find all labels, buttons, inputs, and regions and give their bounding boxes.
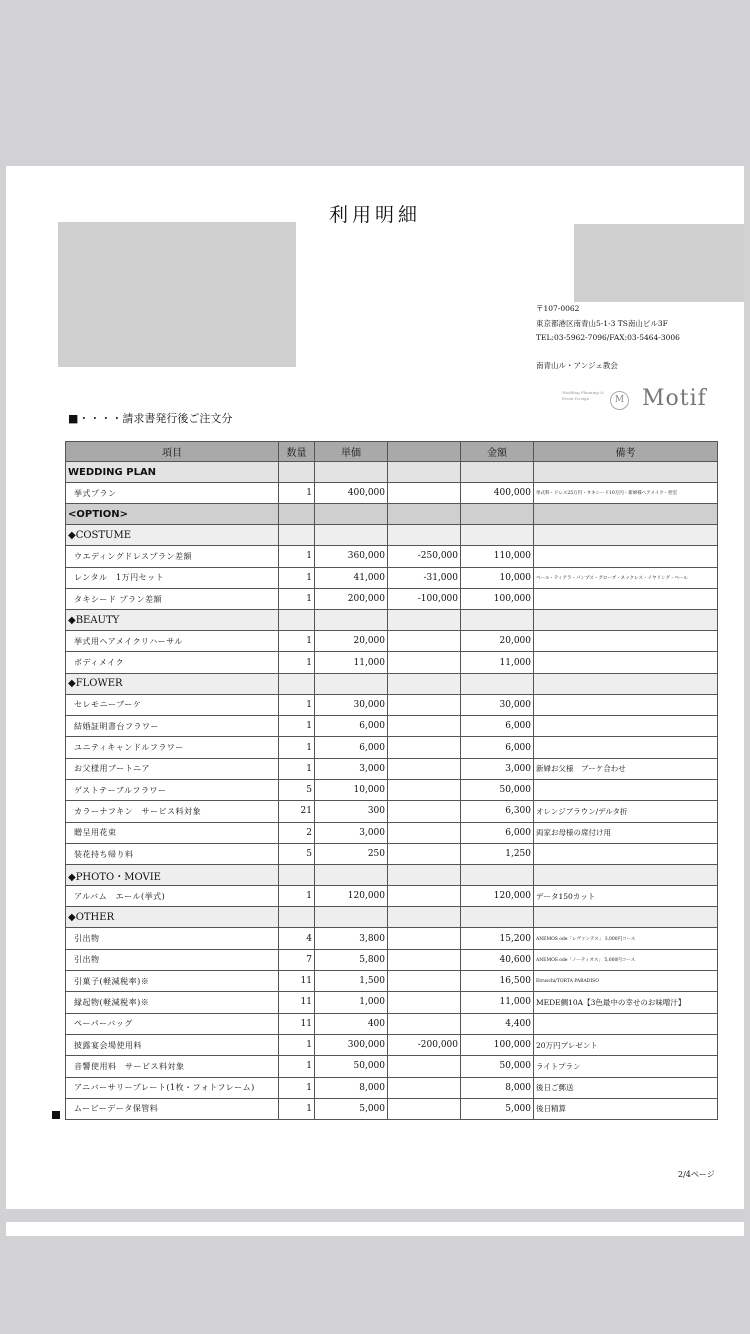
item-name: セレモニーブーケ [66, 694, 279, 715]
item-name: 引菓子(軽減税率)※ [66, 971, 279, 992]
item-amount: 8,000 [461, 1077, 534, 1098]
item-amount: 15,200 [461, 928, 534, 949]
logo-mark-icon: M [610, 391, 629, 410]
table-row [66, 716, 718, 737]
table-row [66, 652, 718, 673]
item-note: 新婦お父様 ブーケ合わせ [534, 758, 718, 779]
empty-cell [534, 907, 718, 928]
item-price: 3,800 [315, 928, 388, 949]
venue-name: 南青山ル・アンジェ教会 [536, 361, 618, 370]
item-price: 6,000 [315, 716, 388, 737]
item-name: カラーナフキン サービス料対象 [66, 801, 279, 822]
empty-cell [534, 673, 718, 694]
item-price: 120,000 [315, 886, 388, 907]
phone-fax: TEL:03-5962-7096/FAX:03-5464-3006 [536, 333, 680, 342]
item-qty: 5 [279, 779, 315, 800]
item-name: ムービーデータ保管料 [66, 1098, 279, 1119]
item-name: 縁起物(軽減税率)※ [66, 992, 279, 1013]
item-amount: 30,000 [461, 694, 534, 715]
item-price: 400,000 [315, 483, 388, 504]
empty-cell [388, 673, 461, 694]
empty-cell [461, 525, 534, 546]
item-price: 360,000 [315, 546, 388, 567]
item-note: ANEMOS ode「レヴァンテス」 3,000円コース [534, 928, 718, 949]
table-row [66, 928, 718, 949]
item-note: ANEMOS ode「ノーティオス」 5,000円コース [534, 949, 718, 970]
category-row-label: ◆COSTUME [66, 525, 279, 546]
item-discount [388, 694, 461, 715]
item-qty: 11 [279, 971, 315, 992]
item-amount: 11,000 [461, 992, 534, 1013]
item-note: ベール・ティアラ・パンプス・グローブ・ネックレス・イヤリング・ベール [534, 567, 718, 588]
item-amount: 1,250 [461, 843, 534, 864]
item-price: 3,000 [315, 758, 388, 779]
empty-cell [461, 462, 534, 483]
item-note [534, 588, 718, 609]
item-discount [388, 737, 461, 758]
item-amount: 6,300 [461, 801, 534, 822]
item-name: ボディメイク [66, 652, 279, 673]
header-item: 項目 [66, 442, 279, 462]
category-row [66, 525, 718, 546]
item-price: 41,000 [315, 567, 388, 588]
item-amount: 20,000 [461, 631, 534, 652]
document-page [6, 166, 744, 1209]
category-row-label: ◆FLOWER [66, 673, 279, 694]
table-body [66, 462, 718, 1120]
item-discount [388, 949, 461, 970]
item-price: 6,000 [315, 737, 388, 758]
item-amount: 5,000 [461, 1098, 534, 1119]
logo-tagline: Wedding Planning & Event Design [562, 390, 604, 401]
item-qty: 4 [279, 928, 315, 949]
item-name: タキシード プラン差額 [66, 588, 279, 609]
empty-cell [388, 610, 461, 631]
redacted-block-left [58, 222, 296, 367]
item-amount: 6,000 [461, 716, 534, 737]
item-discount: -100,000 [388, 588, 461, 609]
item-qty: 11 [279, 1013, 315, 1034]
item-qty: 1 [279, 1056, 315, 1077]
category-row [66, 610, 718, 631]
empty-cell [388, 907, 461, 928]
item-qty: 7 [279, 949, 315, 970]
table-row [66, 949, 718, 970]
empty-cell [388, 504, 461, 525]
item-qty: 1 [279, 1034, 315, 1055]
item-note [534, 546, 718, 567]
item-name: 引出物 [66, 928, 279, 949]
table-row [66, 1013, 718, 1034]
item-note: 挙式料・ドレス25万円・タキシード10万円・新婦様ヘアメイク・控室 [534, 483, 718, 504]
item-discount [388, 1013, 461, 1034]
top-gray-band [0, 0, 750, 156]
item-name: 装花持ち帰り料 [66, 843, 279, 864]
motif-logo [562, 386, 742, 414]
empty-cell [279, 504, 315, 525]
item-qty: 11 [279, 992, 315, 1013]
item-discount: -200,000 [388, 1034, 461, 1055]
item-discount [388, 822, 461, 843]
category-row [66, 673, 718, 694]
item-name: アニバーサリープレート(1枚・フォトフレーム) [66, 1077, 279, 1098]
category-row-label: ◆OTHER [66, 907, 279, 928]
option-row [66, 504, 718, 525]
item-name: ウエディングドレスプラン差額 [66, 546, 279, 567]
item-qty: 1 [279, 652, 315, 673]
item-name: ペーパーバッグ [66, 1013, 279, 1034]
item-amount: 110,000 [461, 546, 534, 567]
item-discount [388, 1077, 461, 1098]
empty-cell [534, 525, 718, 546]
item-qty: 1 [279, 631, 315, 652]
empty-cell [315, 462, 388, 483]
item-amount: 3,000 [461, 758, 534, 779]
empty-cell [279, 865, 315, 886]
table-row [66, 1056, 718, 1077]
empty-cell [315, 673, 388, 694]
item-discount [388, 971, 461, 992]
empty-cell [388, 462, 461, 483]
item-price: 20,000 [315, 631, 388, 652]
table-row [66, 801, 718, 822]
empty-cell [279, 907, 315, 928]
item-price: 30,000 [315, 694, 388, 715]
item-note: Etruschi/TORTA PARADISO [534, 971, 718, 992]
category-row [66, 907, 718, 928]
page-number: 2/4ページ [678, 1170, 715, 1179]
item-qty: 1 [279, 758, 315, 779]
header-note: 備考 [534, 442, 718, 462]
item-discount [388, 1056, 461, 1077]
item-name: ゲストテーブルフラワー [66, 779, 279, 800]
empty-cell [534, 865, 718, 886]
category-row [66, 865, 718, 886]
empty-cell [534, 610, 718, 631]
item-discount [388, 928, 461, 949]
item-note [534, 1013, 718, 1034]
item-amount: 6,000 [461, 737, 534, 758]
item-price: 400 [315, 1013, 388, 1034]
logo-wordmark: Motif [642, 386, 707, 411]
item-amount: 11,000 [461, 652, 534, 673]
item-qty: 2 [279, 822, 315, 843]
empty-cell [279, 462, 315, 483]
postal-code: 〒107-0062 [536, 304, 580, 313]
table-row [66, 1077, 718, 1098]
option-row-label: <OPTION> [66, 504, 279, 525]
item-qty: 1 [279, 716, 315, 737]
redacted-block-right [574, 224, 744, 302]
item-amount: 100,000 [461, 1034, 534, 1055]
item-note [534, 694, 718, 715]
item-name: 披露宴会場使用料 [66, 1034, 279, 1055]
table-row [66, 843, 718, 864]
table-row [66, 779, 718, 800]
item-price: 1,000 [315, 992, 388, 1013]
plan-row-label: WEDDING PLAN [66, 462, 279, 483]
item-name: ユニティキャンドルフラワー [66, 737, 279, 758]
category-row-label: ◆PHOTO・MOVIE [66, 865, 279, 886]
document-title: 利用明細 [328, 204, 421, 226]
item-note: ライトプラン [534, 1056, 718, 1077]
empty-cell [315, 525, 388, 546]
item-price: 300 [315, 801, 388, 822]
item-name: 音響使用料 サービス料対象 [66, 1056, 279, 1077]
item-amount: 50,000 [461, 1056, 534, 1077]
item-name: 引出物 [66, 949, 279, 970]
item-amount: 10,000 [461, 567, 534, 588]
item-note: MEDE鯛10A【3色最中の幸せのお味噌汁】 [534, 992, 718, 1013]
empty-cell [388, 865, 461, 886]
table-row [66, 483, 718, 504]
item-price: 10,000 [315, 779, 388, 800]
item-note: 両家お母様の席付け用 [534, 822, 718, 843]
item-discount [388, 992, 461, 1013]
item-name: 贈呈用花束 [66, 822, 279, 843]
item-amount: 400,000 [461, 483, 534, 504]
item-note [534, 737, 718, 758]
item-qty: 1 [279, 546, 315, 567]
table-row [66, 1098, 718, 1119]
item-discount [388, 631, 461, 652]
item-qty: 1 [279, 483, 315, 504]
item-name: 挙式プラン [66, 483, 279, 504]
item-qty: 1 [279, 737, 315, 758]
table-row [66, 588, 718, 609]
table-row [66, 886, 718, 907]
item-name: 挙式用ヘアメイクリハーサル [66, 631, 279, 652]
empty-cell [315, 504, 388, 525]
item-price: 3,000 [315, 822, 388, 843]
item-note [534, 843, 718, 864]
empty-cell [315, 865, 388, 886]
header-price: 単価 [315, 442, 388, 462]
empty-cell [279, 610, 315, 631]
item-discount [388, 1098, 461, 1119]
item-note: オレンジブラウン/デルタ折 [534, 801, 718, 822]
item-discount [388, 843, 461, 864]
empty-cell [388, 525, 461, 546]
item-note: 後日精算 [534, 1098, 718, 1119]
item-note: データ150カット [534, 886, 718, 907]
item-name: レンタル 1万円セット [66, 567, 279, 588]
table-header-row [66, 442, 718, 462]
item-name: お父様用ブートニア [66, 758, 279, 779]
item-price: 250 [315, 843, 388, 864]
item-qty: 1 [279, 567, 315, 588]
item-amount: 6,000 [461, 822, 534, 843]
table-row [66, 758, 718, 779]
item-qty: 1 [279, 886, 315, 907]
table-row [66, 971, 718, 992]
item-discount [388, 652, 461, 673]
item-amount: 4,400 [461, 1013, 534, 1034]
header-amount: 金額 [461, 442, 534, 462]
item-note: 20万円プレゼント [534, 1034, 718, 1055]
item-amount: 40,600 [461, 949, 534, 970]
item-discount: -250,000 [388, 546, 461, 567]
empty-cell [534, 504, 718, 525]
item-amount: 50,000 [461, 779, 534, 800]
empty-cell [461, 504, 534, 525]
item-discount [388, 483, 461, 504]
item-note [534, 716, 718, 737]
item-note [534, 779, 718, 800]
item-price: 300,000 [315, 1034, 388, 1055]
item-qty: 1 [279, 1098, 315, 1119]
empty-cell [461, 907, 534, 928]
empty-cell [315, 907, 388, 928]
item-price: 1,500 [315, 971, 388, 992]
table-row [66, 737, 718, 758]
table-row [66, 631, 718, 652]
empty-cell [279, 673, 315, 694]
bottom-gray-band [0, 1236, 750, 1334]
item-qty: 1 [279, 1077, 315, 1098]
item-discount [388, 886, 461, 907]
item-discount [388, 779, 461, 800]
item-qty: 1 [279, 588, 315, 609]
item-qty: 21 [279, 801, 315, 822]
row-marker [52, 1111, 60, 1119]
item-price: 5,800 [315, 949, 388, 970]
item-price: 200,000 [315, 588, 388, 609]
item-qty: 5 [279, 843, 315, 864]
table-row [66, 567, 718, 588]
item-name: アルバム エール(挙式) [66, 886, 279, 907]
section-label: ■・・・・請求書発行後ご注文分 [68, 412, 233, 425]
item-discount [388, 716, 461, 737]
table-row [66, 822, 718, 843]
table-row [66, 992, 718, 1013]
empty-cell [315, 610, 388, 631]
item-discount [388, 801, 461, 822]
item-discount [388, 758, 461, 779]
table-row [66, 546, 718, 567]
item-amount: 100,000 [461, 588, 534, 609]
header-discount [388, 442, 461, 462]
address-line: 東京都港区南青山5-1-3 TS南山ビル3F [536, 319, 668, 328]
empty-cell [461, 673, 534, 694]
item-note: 後日ご郵送 [534, 1077, 718, 1098]
item-price: 5,000 [315, 1098, 388, 1119]
item-price: 8,000 [315, 1077, 388, 1098]
empty-cell [534, 462, 718, 483]
item-price: 50,000 [315, 1056, 388, 1077]
table-row [66, 694, 718, 715]
item-note [534, 631, 718, 652]
item-amount: 120,000 [461, 886, 534, 907]
item-price: 11,000 [315, 652, 388, 673]
plan-row [66, 462, 718, 483]
empty-cell [279, 525, 315, 546]
item-note [534, 652, 718, 673]
detail-table [65, 441, 718, 1120]
empty-cell [461, 610, 534, 631]
item-amount: 16,500 [461, 971, 534, 992]
empty-cell [461, 865, 534, 886]
item-qty: 1 [279, 694, 315, 715]
header-qty: 数量 [279, 442, 315, 462]
item-name: 結婚証明書台フラワー [66, 716, 279, 737]
item-discount: -31,000 [388, 567, 461, 588]
table-row [66, 1034, 718, 1055]
category-row-label: ◆BEAUTY [66, 610, 279, 631]
